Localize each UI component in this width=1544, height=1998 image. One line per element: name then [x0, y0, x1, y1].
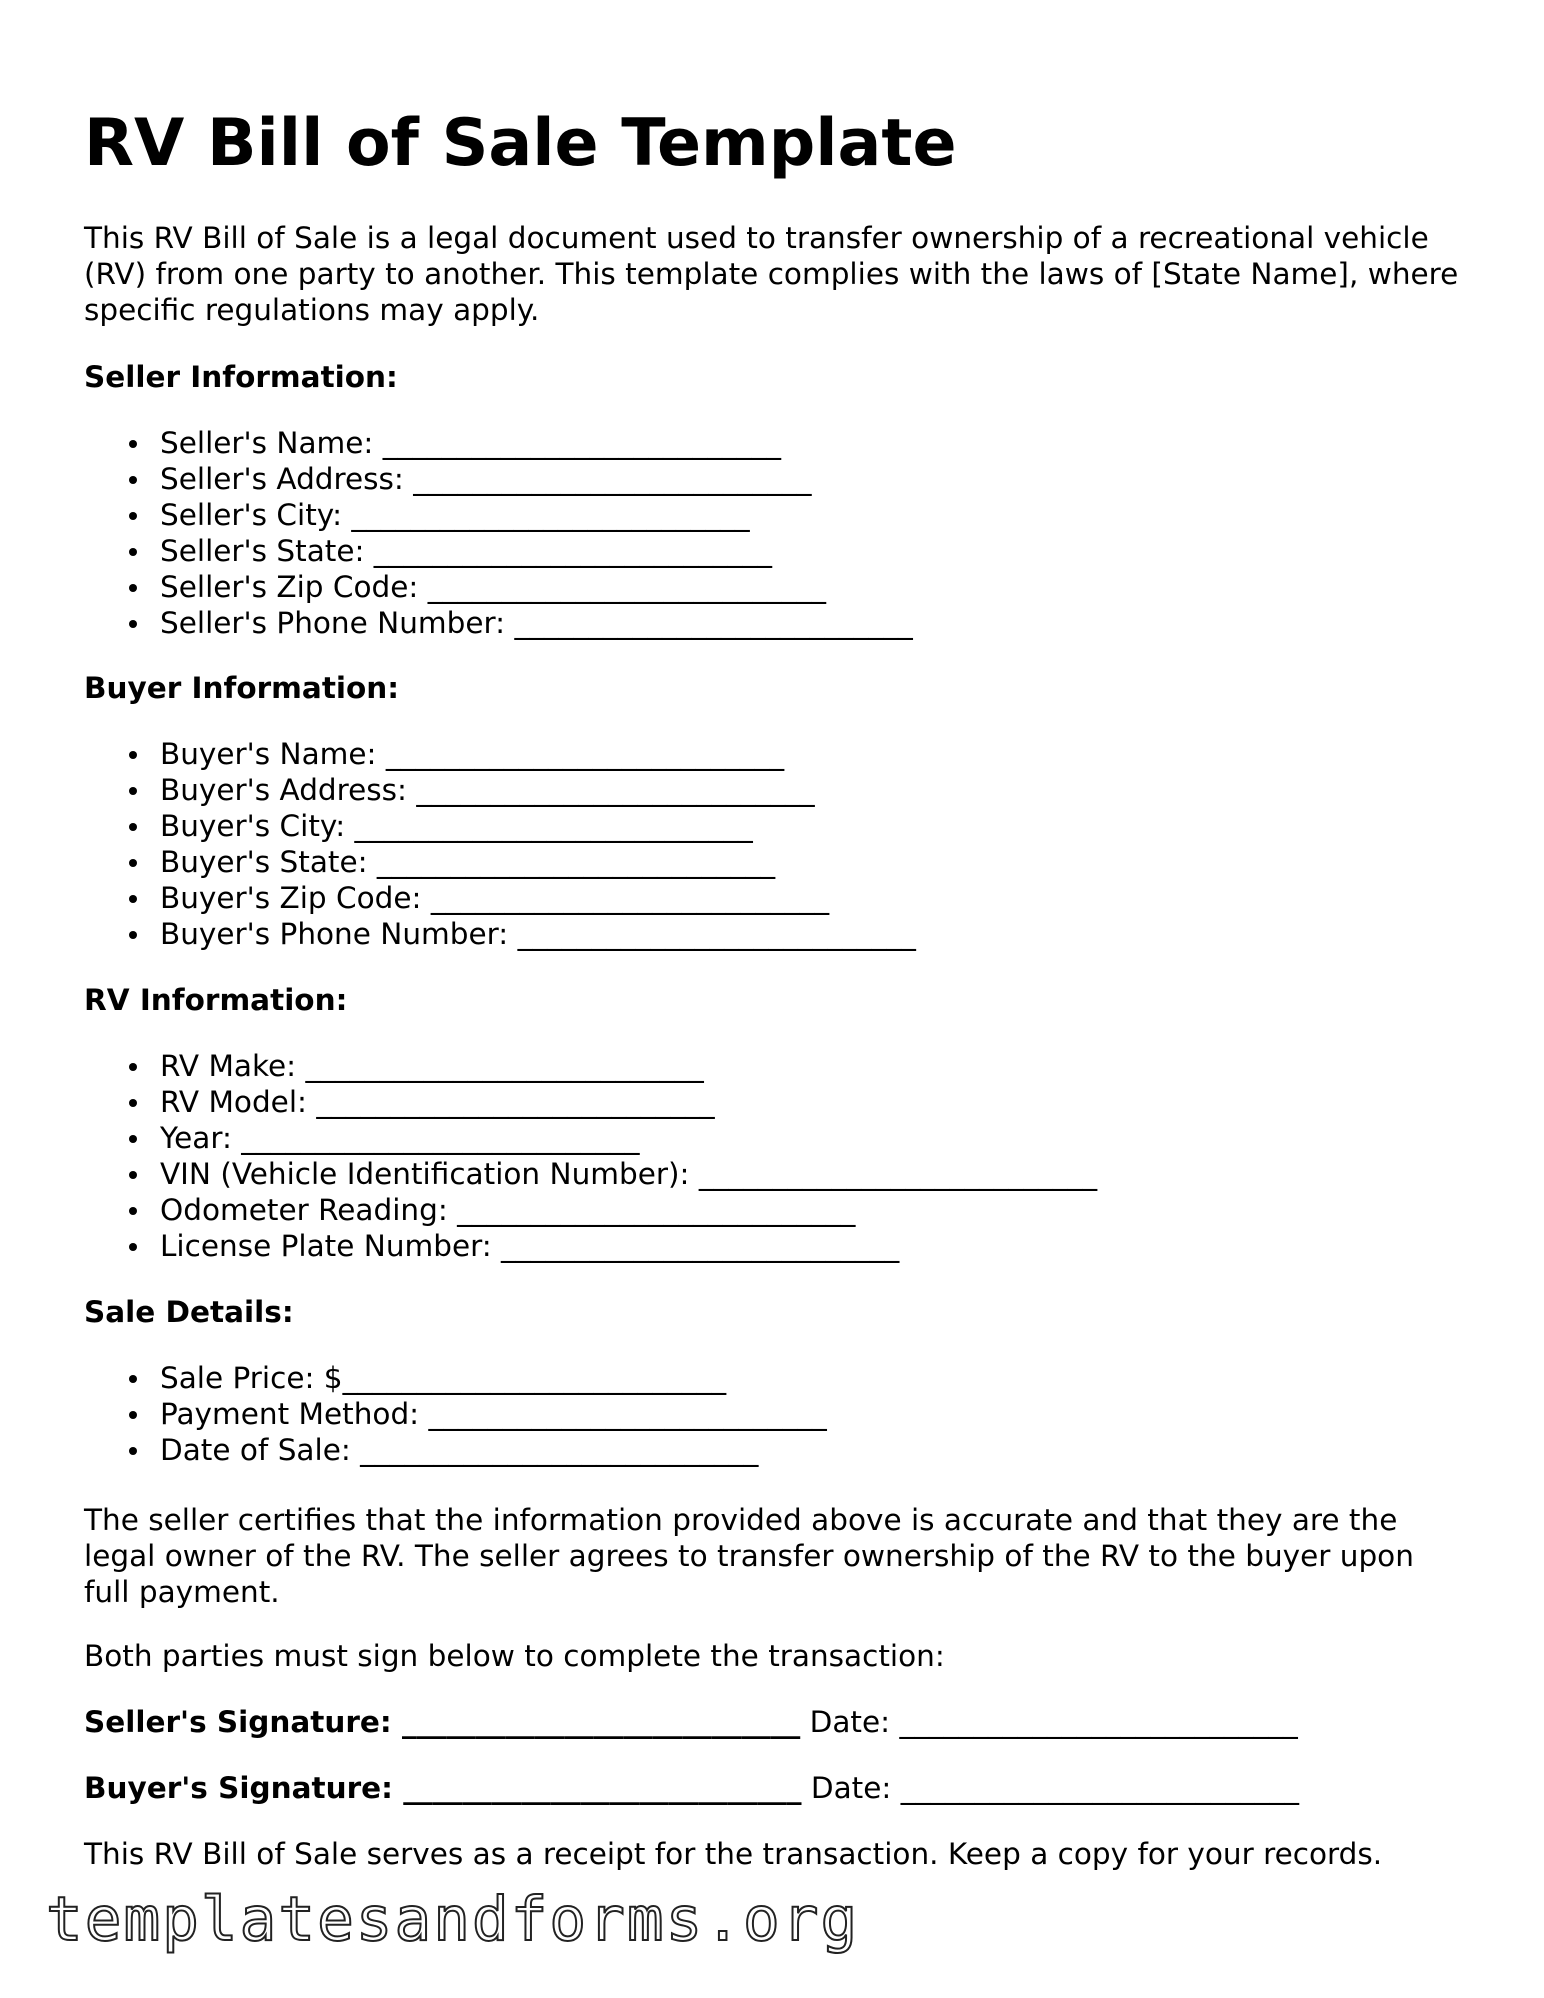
list-item: Sale Price: $__________________________	[84, 1360, 827, 1396]
list-item: Buyer's State: ___________________________	[84, 844, 916, 880]
rv-section-heading: RV Information:	[84, 983, 348, 1017]
list-item: Seller's Name: ___________________________	[84, 425, 913, 461]
sale-field-list	[84, 1360, 827, 1468]
list-item: Seller's Address: ___________________________	[84, 461, 913, 497]
list-item: Year: ___________________________	[84, 1120, 1097, 1156]
list-item: Seller's Zip Code: ___________________________	[84, 569, 913, 605]
footer-note: This RV Bill of Sale serves as a receipt for the transaction. Keep a copy for your records.	[84, 1837, 1383, 1871]
list-item: Seller's Phone Number: ___________________________	[84, 605, 913, 641]
list-item: Buyer's Phone Number: ___________________________	[84, 916, 916, 952]
list-item: Odometer Reading: ___________________________	[84, 1192, 1097, 1228]
buyer-signature-label: Buyer's Signature: ___________________________	[84, 1771, 802, 1805]
seller-field-list	[84, 425, 913, 641]
sale-section-heading: Sale Details:	[84, 1295, 294, 1329]
sign-instruction: Both parties must sign below to complete the transaction:	[84, 1639, 945, 1673]
rv-field-list	[84, 1048, 1097, 1264]
buyer-signature-line	[84, 1770, 1299, 1806]
seller-signature-label: Seller's Signature: ___________________________	[84, 1705, 801, 1739]
seller-section-heading: Seller Information:	[84, 360, 398, 394]
list-item: VIN (Vehicle Identification Number): ___________________________	[84, 1156, 1097, 1192]
list-item: Seller's State: ___________________________	[84, 533, 913, 569]
list-item: Seller's City: ___________________________	[84, 497, 913, 533]
buyer-section-heading: Buyer Information:	[84, 671, 400, 705]
certification-paragraph: The seller certifies that the information provided above is accurate and that they are the legal owner of the RV. The seller agrees to transfer ownership of the RV to the buyer upon full payment.	[84, 1503, 1414, 1609]
list-item: RV Make: ___________________________	[84, 1048, 1097, 1084]
seller-signature-line	[84, 1704, 1298, 1740]
list-item: Buyer's Address: ___________________________	[84, 772, 916, 808]
buyer-signature-date: Date: ___________________________	[801, 1771, 1299, 1805]
list-item: Payment Method: ___________________________	[84, 1396, 827, 1432]
list-item: License Plate Number: ___________________________	[84, 1228, 1097, 1264]
list-item: RV Model: ___________________________	[84, 1084, 1097, 1120]
watermark-logo: templatesandforms.org	[46, 1884, 860, 1955]
list-item: Buyer's Zip Code: ___________________________	[84, 880, 916, 916]
page-title: RV Bill of Sale Template	[84, 106, 957, 181]
list-item: Buyer's City: ___________________________	[84, 808, 916, 844]
intro-paragraph: This RV Bill of Sale is a legal document used to transfer ownership of a recreational vehicle (RV) from one party to another. This template complies with the laws of [State Name], where specific regulations may apply.	[84, 221, 1459, 327]
seller-signature-date: Date: ___________________________	[800, 1705, 1298, 1739]
list-item: Date of Sale: ___________________________	[84, 1432, 827, 1468]
list-item: Buyer's Name: ___________________________	[84, 736, 916, 772]
buyer-field-list	[84, 736, 916, 952]
